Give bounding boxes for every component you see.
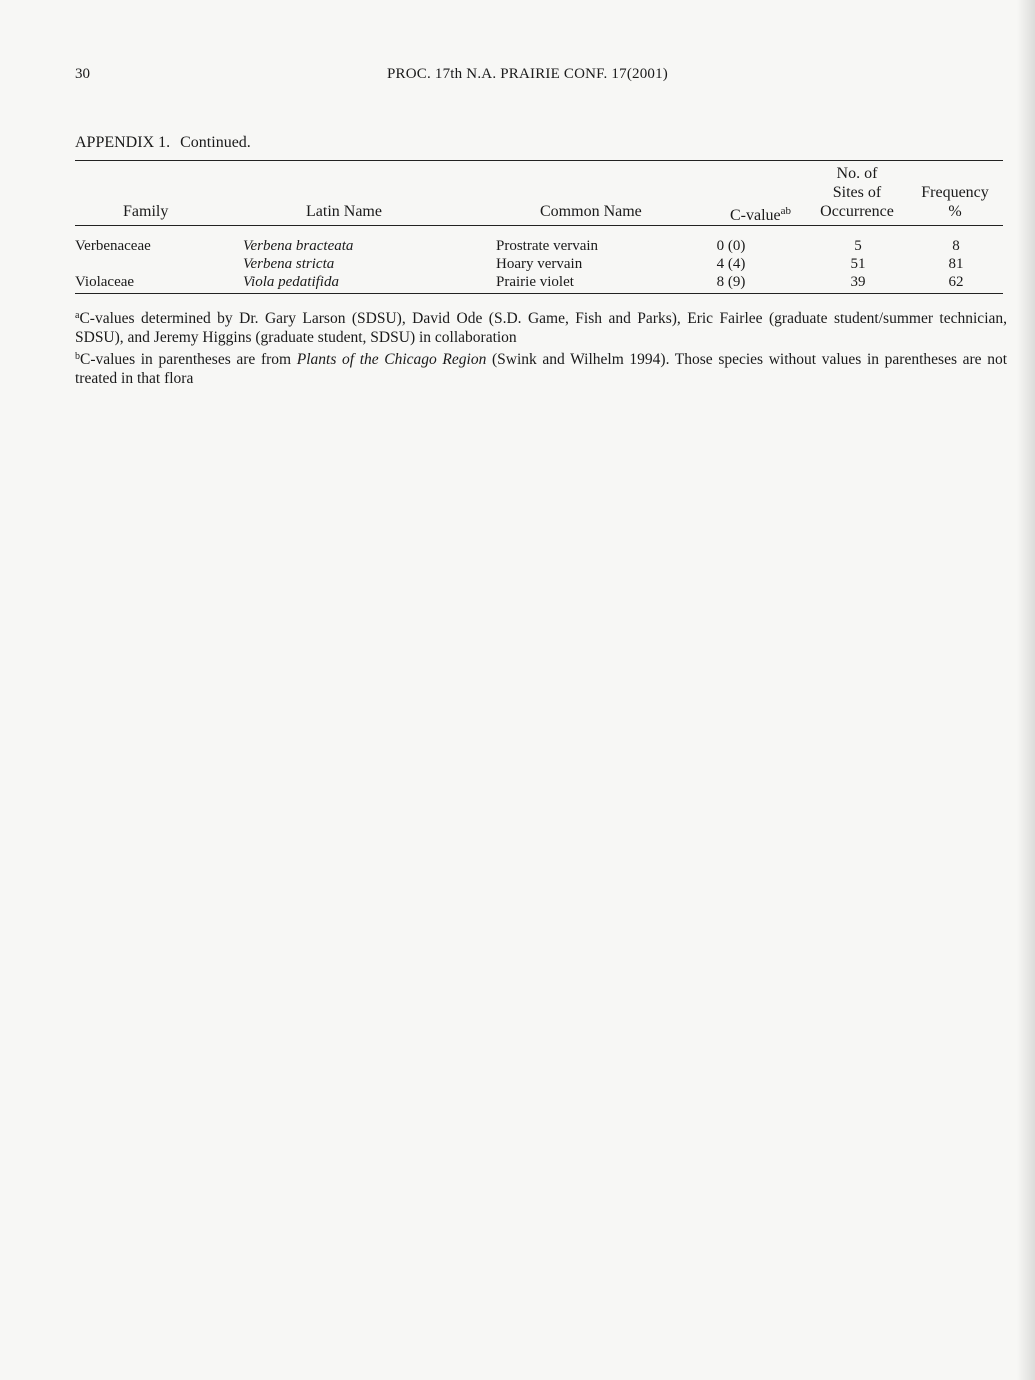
cell-c-value: 4 (4) (716, 256, 746, 272)
sites-header-line-3: Occurrence (820, 203, 894, 220)
c-value-label: C-value (730, 207, 781, 224)
cell-c-value: 0 (0) (716, 238, 746, 254)
footnote-a (75, 306, 1007, 347)
footnote-a-text: C-values determined by Dr. Gary Larson (SDSU), David Ode (S.D. Game, Fish and Parks), Eric Fairlee (graduate student/summer technician, SDSU), and Jeremy Higgins (graduate student, SDSU) in collaboration (75, 310, 1007, 346)
table-row (0, 273, 1035, 291)
cell-common-name: Prostrate vervain (496, 238, 599, 254)
column-header-c-value (730, 202, 791, 225)
running-head: PROC. 17th N.A. PRAIRIE CONF. 17(2001) (387, 66, 669, 82)
column-header-family: Family (123, 203, 169, 220)
table-top-rule (75, 160, 1003, 161)
cell-family: Verbenaceae (75, 238, 151, 254)
table-bottom-rule (75, 293, 1003, 294)
cell-latin-name: Viola pedatifida (243, 274, 339, 290)
column-header-latin-name: Latin Name (306, 203, 382, 220)
cell-common-name: Hoary vervain (496, 256, 583, 272)
cell-family: Violaceae (75, 274, 135, 290)
footnote-b-text-before: C-values in parentheses are from (80, 351, 297, 368)
cell-sites: 5 (854, 238, 862, 254)
footnote-b (75, 347, 1007, 388)
footnote-b-title: Plants of the Chicago Region (296, 351, 487, 368)
footnote-b-text-after: (Swink and Wilhelm 1994). Those species without values in parentheses are not treated in that flora (75, 351, 1007, 387)
table-row (0, 237, 1035, 255)
frequency-header-line-2: % (948, 203, 962, 220)
page-number: 30 (75, 66, 90, 82)
cell-frequency: 81 (948, 256, 964, 272)
cell-latin-name: Verbena stricta (243, 256, 335, 272)
footnote-b-marker: b (75, 351, 80, 362)
table-row (0, 255, 1035, 273)
footnotes (75, 306, 1007, 388)
appendix-title (75, 134, 251, 152)
sites-header-line-1: No. of (836, 165, 878, 182)
column-header-sites (814, 164, 900, 221)
table-header-rule (75, 225, 1003, 226)
frequency-header-line-1: Frequency (921, 184, 989, 201)
appendix-label: APPENDIX 1. (75, 134, 171, 151)
footnote-a-marker: a (75, 310, 80, 321)
cell-sites: 51 (850, 256, 866, 272)
sites-header-line-2: Sites of (832, 184, 882, 201)
appendix-continued: Continued. (180, 134, 251, 151)
cell-frequency: 62 (948, 274, 964, 290)
column-header-frequency (915, 183, 995, 221)
cell-latin-name: Verbena bracteata (243, 238, 354, 254)
cell-frequency: 8 (952, 238, 960, 254)
page-edge-shadow (1017, 0, 1035, 1380)
column-header-common-name: Common Name (540, 203, 642, 220)
cell-common-name: Prairie violet (496, 274, 574, 290)
cell-sites: 39 (850, 274, 866, 290)
c-value-superscript: ab (780, 205, 792, 217)
cell-c-value: 8 (9) (716, 274, 746, 290)
